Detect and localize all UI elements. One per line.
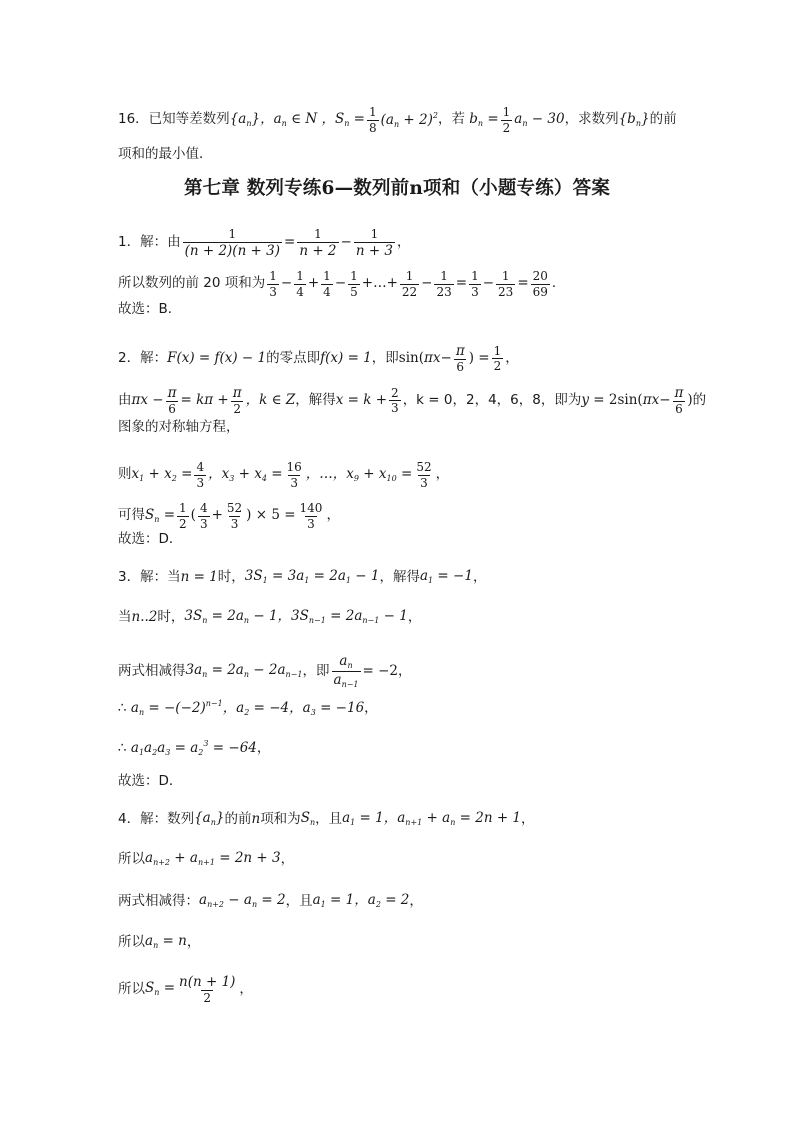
solution-1-choice: 故选：B． <box>118 301 182 317</box>
solution-3-line-4: ∴ $a_n = -(-2)^{n-1}$，$a_2 = -4$，$a_3 = -16$ ， <box>118 699 378 717</box>
page-heading: 第七章 数列专练6—数列前n项和（小题专练）答案 <box>183 178 611 199</box>
problem-16-text: 16．已知等差数列 <box>118 111 230 128</box>
solution-1-line-1: 1．解：由 $\frac{1}{(n + 2)(n + 3)}$ = $\frac{1}{n + 2}$ − $\frac{1}{n + 3}$ ， <box>118 227 411 259</box>
solution-2-line-4: 则 $x_1 + x_2$ = $\frac{4}{3}$ ，$x_3 + x_4$ = $\frac{16}{3}$ ，…，$x_9 + x_{10}$ = $\frac{52}{3}$ ， <box>118 460 450 490</box>
solution-4-line-4: 所以 $a_n = n$ ， <box>118 933 201 950</box>
solution-4-line-2: 所以 $a_{n+2} + a_{n+1} = 2n + 3$ ， <box>118 850 295 867</box>
solution-3-line-1: 3．解：当 n = 1 时， $3S_1 = 3a_1 = 2a_1 - 1$ ，解得 $a_1 = -1$ ， <box>118 568 487 585</box>
solution-4-line-1: 4．解：数列 $\{a_n\}$ 的前 n 项和为 $S_n$ ，且 $a_1 = 1$，$a_{n+1} + a_n = 2n + 1$ ， <box>118 810 535 827</box>
problem-16-line-2: 项和的最小值． <box>118 146 213 162</box>
solution-3-choice: 故选：D． <box>118 773 183 789</box>
problem-16-line-1: 16．已知等差数列 $\{a_n\}$，$a_n$ ∈ N ，$S_n$ = $\frac{1}{8}$ $(a_n + 2)^2$ ，若 $b_n$ = $\frac{1}{2}$ $a_n - 30$ ，求数列 $\{b_n\}$ 的前 <box>118 105 677 135</box>
solution-4-line-5: 所以 $S_n$ = $\frac{n(n + 1)}{2}$ ， <box>118 974 253 1006</box>
solution-3-line-2: 当 n..2 时， $3S_n = 2a_n - 1$，$3S_{n-1} = 2a_{n-1} - 1$ ， <box>118 608 422 625</box>
solution-1-line-2: 所以数列的前 20 项和为 $\frac{1}{3}$ − $\frac{1}{4}$ + $\frac{1}{4}$ − $\frac{1}{5}$ +…+ $\frac{1}{22}$ − $\frac{1}{23}$ = $\frac{1}{3}$ − $\frac{1}{23}$ = $\frac{20}{69}$ ． <box>118 269 566 299</box>
fraction: $\frac{1}{8}$ <box>368 105 377 135</box>
solution-2-choice: 故选：D． <box>118 531 183 547</box>
solution-2-line-2: 由 πx − $\frac{\pi}{6}$ = kπ + $\frac{\pi}{2}$ ，k ∈ Z ，解得 x = k + $\frac{2}{3}$ ，k = 0，2，4，6，8，即为 y = 2sin( πx − $\frac{\pi}{6}$ ) 的 <box>118 385 707 417</box>
solution-3-line-5: ∴ $a_1a_2a_3 = a_2^3 = -64$ ， <box>118 739 271 757</box>
solution-4-line-3: 两式相减得： $a_{n+2} - a_n = 2$ ，且 $a_1 = 1$，$a_2 = 2$ ， <box>118 892 423 909</box>
solution-2-line-1: 2．解： F(x) = f(x) − 1 的零点即 f(x) = 1 ，即 sin( πx − $\frac{\pi}{6}$ ) = $\frac{1}{2}$ ， <box>118 343 519 375</box>
solution-2-line-5: 可得 $S_n$ = $\frac{1}{2}$ ( $\frac{4}{3}$ + $\frac{52}{3}$ ) × 5 = $\frac{140}{3}$ ， <box>118 501 340 531</box>
solution-2-line-3: 图象的对称轴方程， <box>118 419 240 435</box>
solution-3-line-3: 两式相减得 $3a_n = 2a_n - 2a_{n-1}$ ，即 $\frac{a_n}{a_{n-1}}$ = −2 ， <box>118 653 412 690</box>
math: $\{a_n\}$，$a_n$ ∈ N ，$S_n$ = <box>229 110 365 128</box>
